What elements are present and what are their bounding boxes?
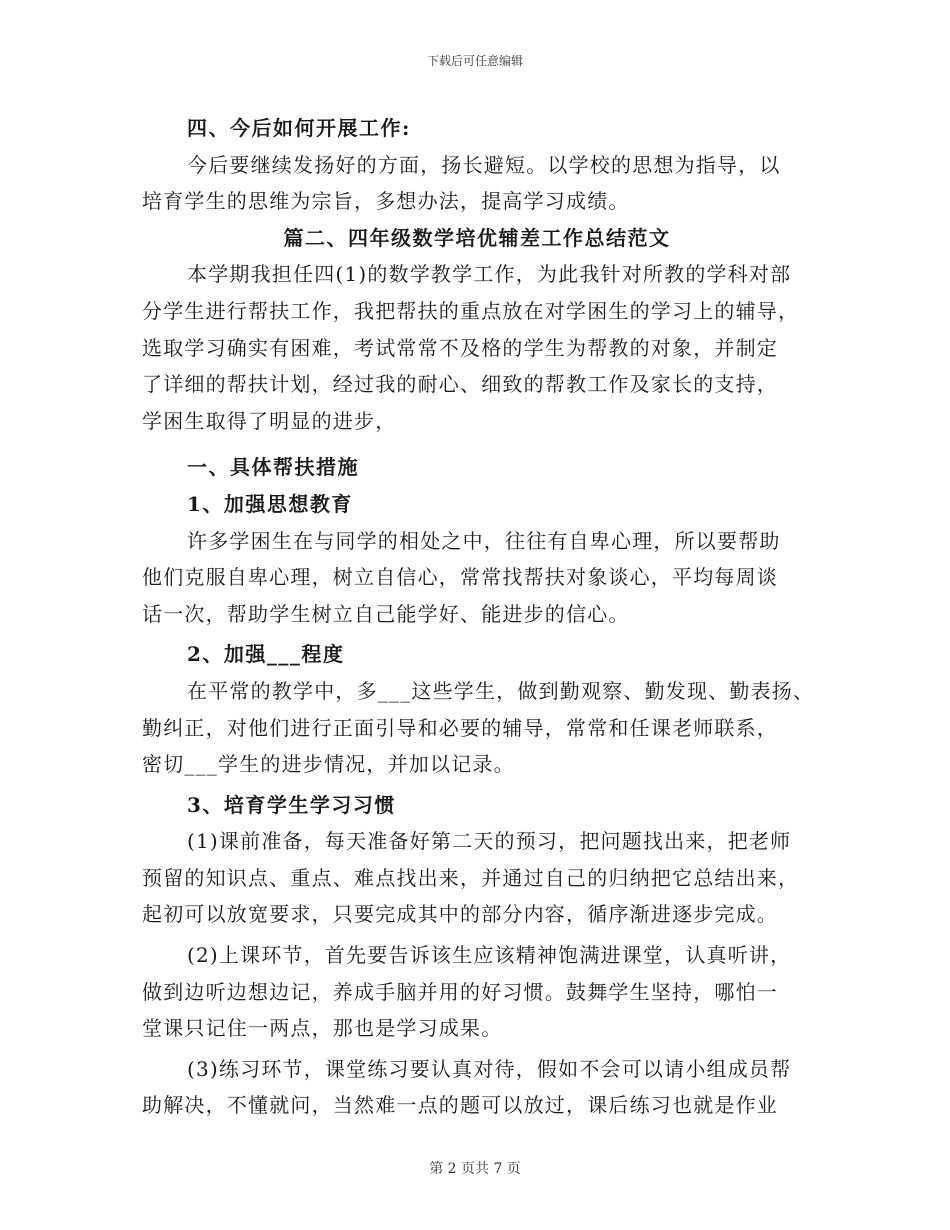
paragraph-line: 许多学困生在与同学的相处之中，往往有自卑心理，所以要帮助 — [187, 528, 781, 553]
paragraph-line: 了详细的帮扶计划，经过我的耐心、细致的帮教工作及家长的支持， — [142, 372, 778, 397]
paragraph-line: 起初可以放宽要求，只要完成其中的部分内容，循序渐进逐步完成。 — [142, 902, 778, 927]
subsection-heading: 1、加强思想教育 — [187, 491, 353, 516]
paragraph-line: 勤纠正，对他们进行正面引导和必要的辅导，常常和任课老师联系， — [142, 715, 778, 740]
header-note: 下载后可任意编辑 — [426, 54, 523, 68]
paragraph-line: (2)上课环节，首先要告诉该生应该精神饱满进课堂，认真听讲， — [187, 943, 792, 968]
section-heading: 四、今后如何开展工作: — [187, 116, 411, 140]
paragraph-line: 选取学习确实有困难，考试常常不及格的学生为帮教的对象，并制定 — [142, 335, 778, 360]
paragraph-line: 做到边听边想边记，养成手脑并用的好习惯。鼓舞学生坚持，哪怕一 — [142, 979, 778, 1004]
paragraph-line: 今后要继续发扬好的方面，扬长避短。以学校的思想为指导，以 — [187, 152, 781, 177]
paragraph-line: 在平常的教学中，多___这些学生，做到勤观察、勤发现、勤表扬、 — [187, 678, 815, 703]
paragraph-line: 培育学生的思维为宗旨，多想办法，提高学习成绩。 — [142, 189, 630, 214]
paragraph-line: 助解决，不懂就问，当然难一点的题可以放过，课后练习也就是作业 — [142, 1093, 778, 1118]
section-heading: 一、具体帮扶措施 — [187, 455, 359, 480]
paragraph-line: 本学期我担任四(1)的数学教学工作，为此我针对所教的学科对部 — [187, 262, 792, 287]
page-number: 第 2 页共 7 页 — [429, 1161, 521, 1177]
subsection-heading: 3、培育学生学习习惯 — [187, 792, 396, 817]
subsection-heading: 2、加强___程度 — [187, 642, 345, 667]
article-title: 篇二、四年级数学培优辅差工作总结范文 — [283, 225, 671, 250]
paragraph-line: 预留的知识点、重点、难点找出来，并通过自己的归纳把它总结出来， — [142, 865, 800, 890]
paragraph-line: (1)课前准备，每天准备好第二天的预习，把问题找出来，把老师 — [187, 829, 792, 854]
paragraph-line: 话一次，帮助学生树立自己能学好、能进步的信心。 — [142, 601, 630, 626]
paragraph-line: 密切___学生的进步情况，并加以记录。 — [142, 752, 515, 777]
paragraph-line: 他们克服自卑心理，树立自信心，常常找帮扶对象谈心，平均每周谈 — [142, 565, 778, 590]
document-body — [142, 110, 815, 1124]
paragraph-line: (3)练习环节，课堂练习要认真对待，假如不会可以请小组成员帮 — [187, 1056, 792, 1081]
paragraph-line: 堂课只记住一两点，那也是学习成果。 — [142, 1016, 503, 1041]
paragraph-line: 学困生取得了明显的进步， — [142, 408, 397, 433]
paragraph-line: 分学生进行帮扶工作，我把帮扶的重点放在对学困生的学习上的辅导， — [142, 298, 800, 323]
